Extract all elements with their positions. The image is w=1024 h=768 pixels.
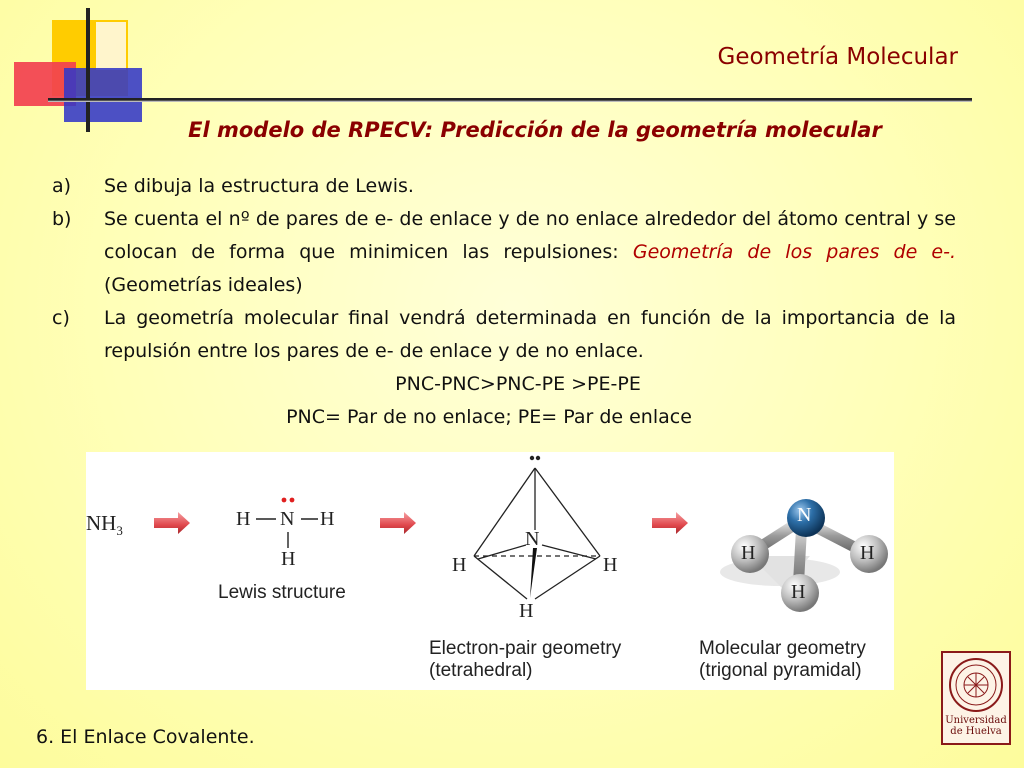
university-logo: [941, 651, 1011, 745]
electron-pair-caption-line2: (tetrahedral): [429, 660, 533, 681]
lewis-caption: Lewis structure: [218, 582, 346, 603]
step-text: La geometría molecular final vendrá determinada en función de la importancia de la repulsión entre los pares de e- de enlace y de no enlace.: [104, 307, 956, 362]
step-a: [52, 170, 956, 203]
step-b: [52, 203, 956, 302]
model-atom-central: N: [797, 504, 812, 526]
lewis-atom-right: H: [320, 508, 335, 530]
legend-line: PNC= Par de no enlace; PE= Par de enlace: [286, 406, 692, 428]
molecular-caption-line2: (trigonal pyramidal): [699, 660, 862, 681]
lewis-atom-bottom: H: [281, 548, 296, 570]
formula-label: $NH_3$: [86, 511, 123, 539]
step-c: [52, 302, 956, 368]
tetra-atom-left: H: [452, 554, 467, 576]
model-atom-right: H: [860, 542, 875, 564]
step-highlight: Geometría de los pares de e-.: [632, 241, 956, 263]
tetra-atom-right: H: [603, 554, 618, 576]
chapter-footer: 6. El Enlace Covalente.: [36, 726, 255, 748]
arrow-icon: [652, 512, 688, 534]
step-marker: b): [52, 208, 72, 230]
model-atom-left: H: [741, 542, 756, 564]
step-marker: a): [52, 175, 72, 197]
step-text: Se dibuja la estructura de Lewis.: [104, 175, 414, 197]
slide-body: [52, 170, 956, 434]
deco-light-square: [96, 22, 126, 70]
vsepr-figure: [86, 452, 894, 690]
electron-pair-caption-line1: Electron-pair geometry: [429, 638, 622, 659]
arrow-icon: [154, 512, 190, 534]
slide-section-title: Geometría Molecular: [717, 44, 958, 70]
molecular-caption-line1: Molecular geometry: [699, 638, 866, 659]
model-atom-bottom: H: [791, 581, 806, 603]
step-text: Se cuenta el nº de pares de e- de enlace y de no enlace alrededor del átomo central y se colocan de forma que minimicen las repulsiones:: [104, 208, 956, 263]
arrow-icon: [380, 512, 416, 534]
lone-pair-dot: [290, 498, 295, 503]
tetra-atom-central: N: [525, 528, 540, 550]
deco-blue-square: [64, 68, 142, 122]
step-tail: (Geometrías ideales): [104, 274, 303, 296]
slide-subtitle: El modelo de RPECV: Predicción de la geometría molecular: [188, 118, 882, 142]
university-seal-icon: [943, 655, 1009, 715]
tetra-atom-bottom: H: [519, 600, 534, 622]
lewis-atom-central: N: [280, 508, 295, 530]
repulsion-order: PNC-PNC>PNC-PE >PE-PE: [395, 373, 641, 395]
logo-text: Universidad de Huelva: [945, 715, 1007, 737]
lone-pair-dot: [282, 498, 287, 503]
deco-vertical-line: [86, 8, 90, 132]
step-marker: c): [52, 307, 70, 329]
title-divider: [48, 98, 972, 102]
lewis-atom-left: H: [236, 508, 251, 530]
